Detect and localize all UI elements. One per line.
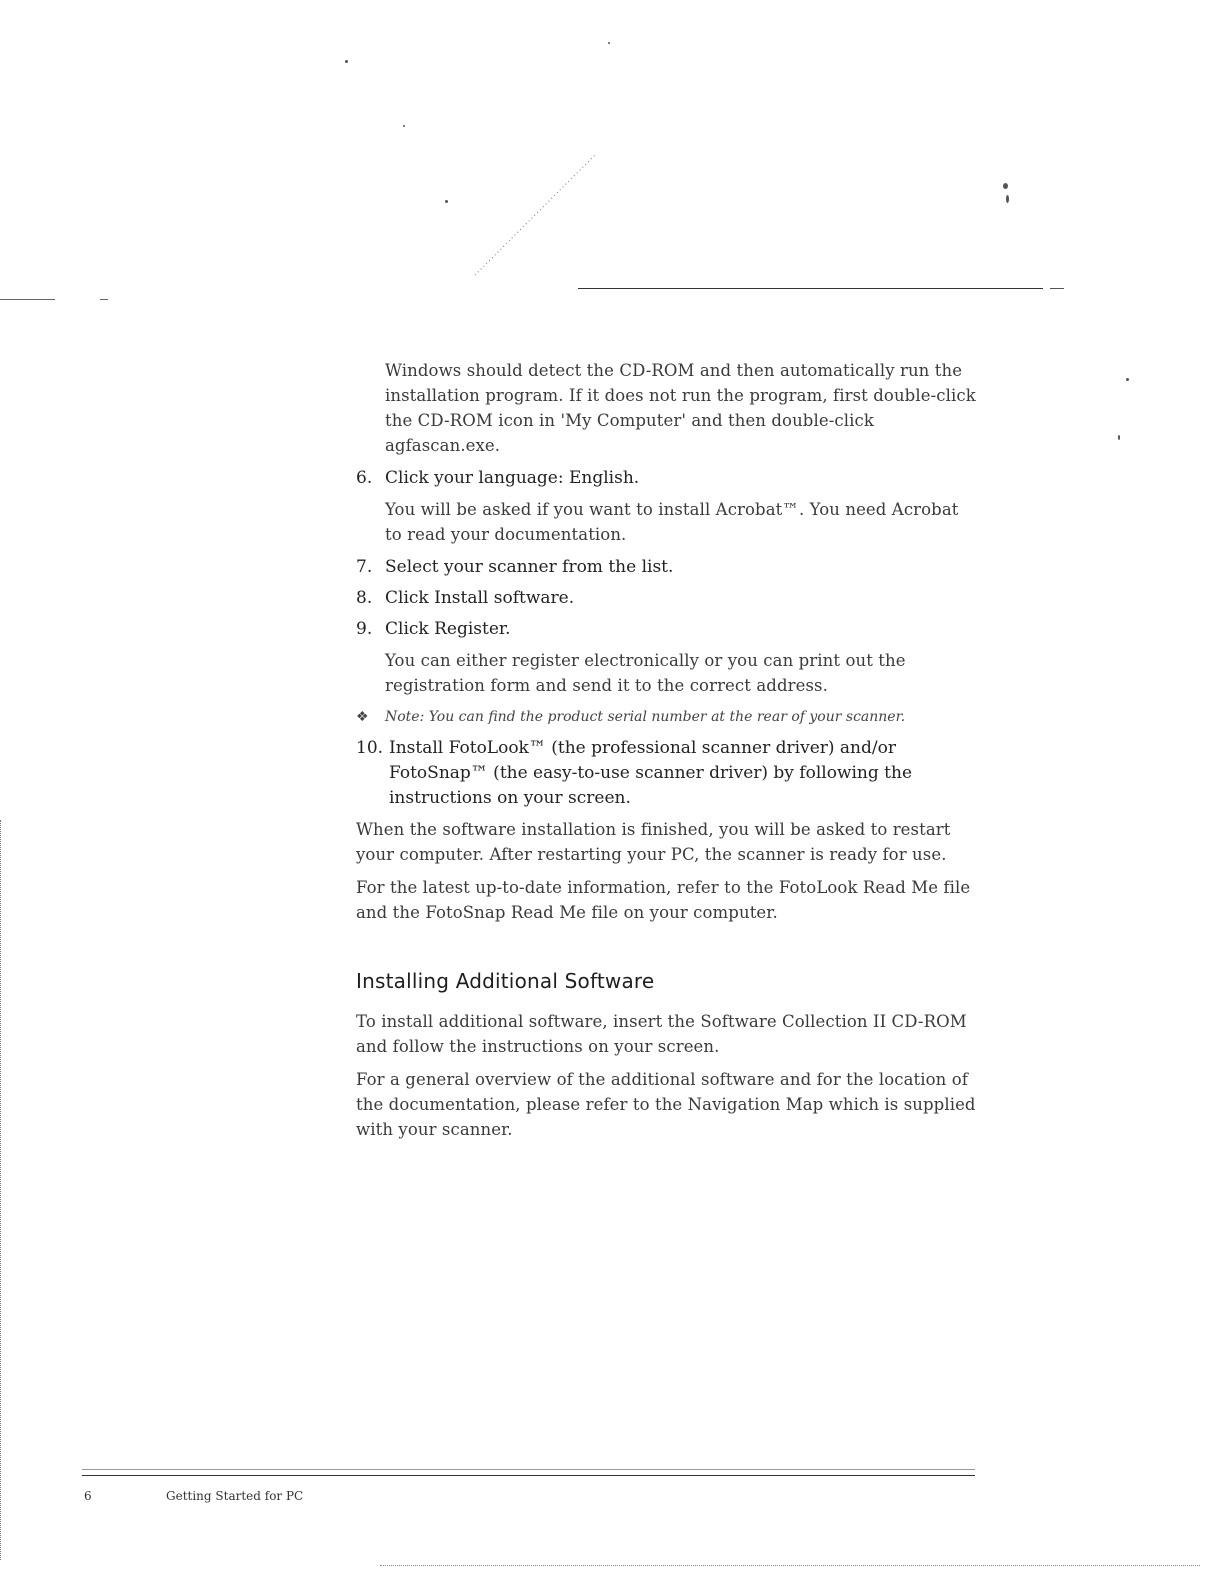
step-7 bbox=[356, 555, 976, 580]
scan-left-edge bbox=[0, 820, 3, 1560]
scan-speck bbox=[608, 42, 610, 44]
step-text: Install FotoLook™ (the professional scanner driver) and/or FotoSnap™ (the easy-to-use scanner driver) by following the instructions on your screen. bbox=[389, 738, 913, 808]
step-text: Click your language: English. bbox=[385, 468, 640, 488]
left-margin-dash bbox=[0, 299, 55, 300]
step-number: 10. bbox=[356, 738, 384, 758]
restart-paragraph: When the software installation is finished, you will be asked to restart your computer. After restarting your PC, the scanner is ready for use. bbox=[356, 820, 951, 864]
scan-speck bbox=[1006, 195, 1009, 203]
scan-speck bbox=[345, 60, 348, 63]
scan-bottom-edge bbox=[380, 1565, 1200, 1566]
left-margin-dash bbox=[100, 299, 108, 300]
section-heading: Installing Additional Software bbox=[356, 969, 655, 993]
step-text: Click Install software. bbox=[385, 588, 575, 608]
step-text: Select your scanner from the list. bbox=[385, 557, 674, 577]
running-title: Getting Started for PC bbox=[166, 1489, 304, 1503]
step-8 bbox=[356, 586, 976, 611]
footer-rule bbox=[82, 1475, 975, 1476]
step-number: 9. bbox=[356, 619, 373, 639]
scan-speck bbox=[403, 125, 405, 127]
step-9-detail: You can either register electronically or you can print out the registration form and send it to the correct address. bbox=[385, 651, 906, 695]
scan-speck bbox=[1118, 435, 1120, 440]
scan-speck bbox=[1126, 378, 1129, 381]
note bbox=[356, 706, 976, 728]
step-6 bbox=[356, 466, 976, 491]
page-body bbox=[356, 358, 976, 1150]
intro-paragraph: Windows should detect the CD-ROM and then automatically run the installation program. If it does not run the program, first double-click the CD-ROM icon in 'My Computer' and then double-click agfascan.exe. bbox=[385, 361, 976, 455]
step-number: 6. bbox=[356, 468, 373, 488]
note-text: Note: You can find the product serial number at the rear of your scanner. bbox=[385, 709, 906, 725]
scan-dotted-streak bbox=[470, 150, 600, 280]
additional-paragraph-2: For a general overview of the additional software and for the location of the documentation, please refer to the Navigation Map which is supplied with your scanner. bbox=[356, 1070, 976, 1139]
page-number: 6 bbox=[84, 1489, 92, 1503]
step-10 bbox=[356, 736, 976, 811]
step-number: 8. bbox=[356, 588, 373, 608]
top-rule bbox=[578, 288, 1043, 289]
readme-paragraph: For the latest up-to-date information, refer to the FotoLook Read Me file and the FotoSnap Read Me file on your computer. bbox=[356, 878, 971, 922]
note-bullet-icon: ❖ bbox=[356, 709, 369, 725]
step-text: Click Register. bbox=[385, 619, 511, 639]
scan-speck bbox=[1003, 183, 1008, 189]
additional-paragraph-1: To install additional software, insert the Software Collection II CD-ROM and follow the instructions on your screen. bbox=[356, 1012, 967, 1056]
step-number: 7. bbox=[356, 557, 373, 577]
step-9 bbox=[356, 617, 976, 642]
step-6-detail: You will be asked if you want to install Acrobat™. You need Acrobat to read your documentation. bbox=[385, 500, 959, 544]
scan-speck bbox=[445, 200, 448, 203]
footer-rule-upper bbox=[82, 1469, 975, 1470]
top-rule-tail bbox=[1050, 288, 1064, 289]
